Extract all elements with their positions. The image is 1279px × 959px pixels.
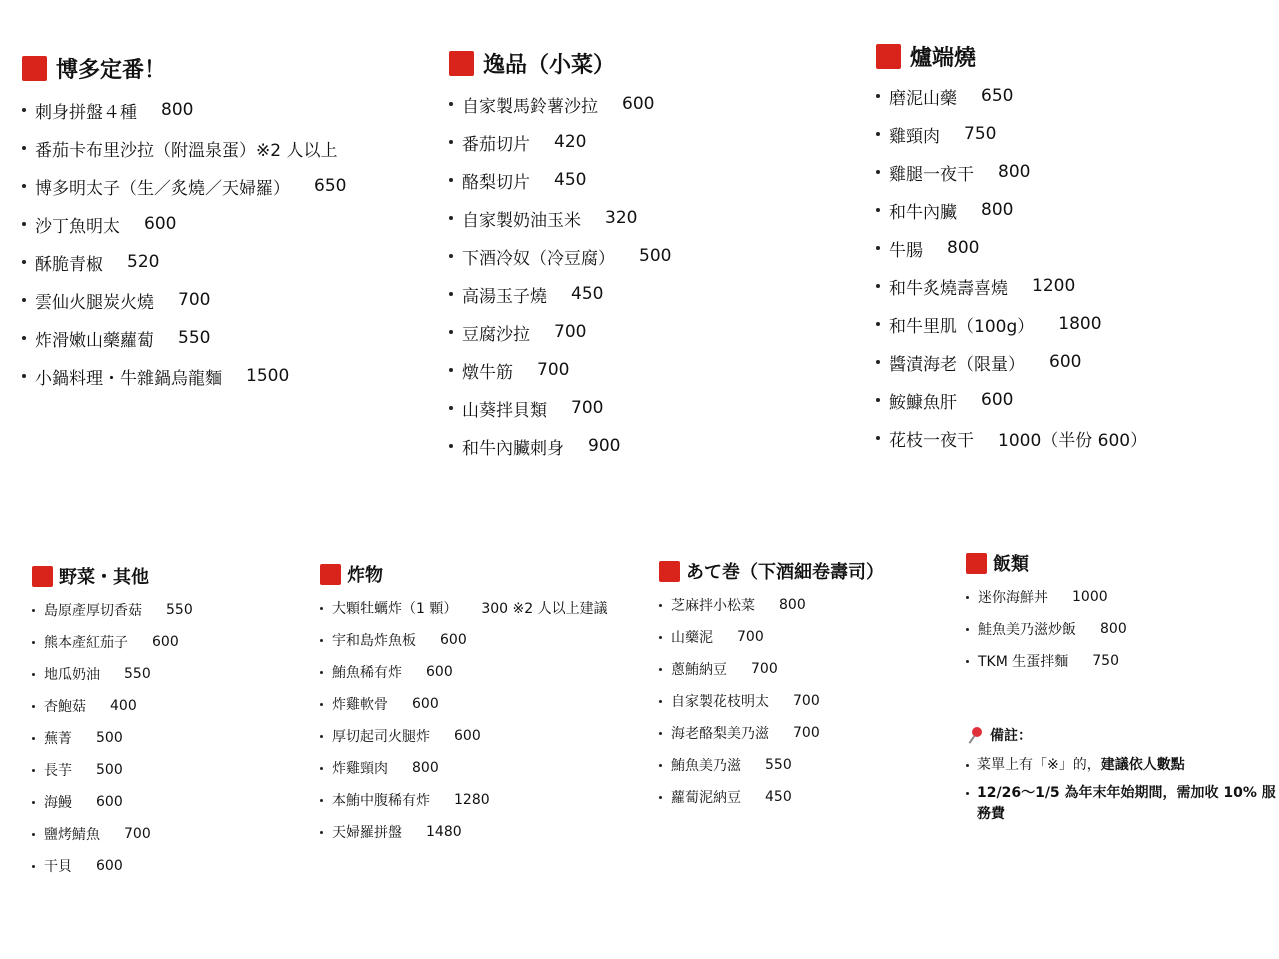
red-square-icon [22, 56, 47, 81]
menu-item-name: 花枝一夜干 [889, 430, 974, 451]
red-square-icon [659, 561, 680, 582]
menu-item [320, 592, 608, 624]
bullet-icon [449, 140, 453, 144]
menu-item-price: 450 [765, 789, 792, 805]
menu-item-price: 600 [981, 390, 1014, 410]
menu-item-name: 鮪魚美乃滋 [671, 758, 741, 774]
menu-item [659, 717, 884, 749]
menu-item [22, 91, 346, 129]
section-title: 野菜・其他 [59, 567, 149, 588]
bullet-icon [32, 865, 35, 868]
menu-list [449, 85, 671, 465]
menu-item [32, 594, 193, 626]
menu-item [876, 267, 1147, 305]
menu-item-price: 600 [622, 94, 655, 114]
note-text: 菜單上有「※」的， [977, 757, 1101, 773]
menu-list [876, 77, 1147, 457]
menu-item-price: 800 [412, 760, 439, 776]
menu-item [876, 77, 1147, 115]
menu-item [22, 205, 346, 243]
menu-item-price: 700 [571, 398, 604, 418]
red-square-icon [876, 44, 901, 69]
section-title: 飯類 [993, 554, 1029, 575]
bullet-icon [876, 132, 880, 136]
menu-item-name: 芝麻拌小松菜 [671, 598, 755, 614]
menu-list [966, 581, 1127, 677]
bullet-icon [659, 796, 662, 799]
menu-item [876, 191, 1147, 229]
menu-item [32, 818, 193, 850]
menu-item [22, 357, 346, 395]
menu-item-name: 蕪菁 [44, 731, 72, 747]
menu-item-name: 鮭魚美乃滋炒飯 [978, 622, 1076, 638]
bullet-icon [966, 660, 969, 663]
bullet-icon [876, 208, 880, 212]
menu-item-price: 900 [588, 436, 621, 456]
menu-item-name: 雞腿一夜干 [889, 164, 974, 185]
menu-item-price: 600 [152, 634, 179, 650]
menu-item [659, 749, 884, 781]
menu-item [659, 589, 884, 621]
red-square-icon [32, 566, 53, 587]
menu-item-price: 700 [793, 693, 820, 709]
section-title: 逸品（小菜） [483, 52, 616, 78]
section-heading [320, 561, 608, 587]
menu-item [449, 427, 671, 465]
red-square-icon [320, 564, 341, 585]
section-heading [449, 48, 671, 78]
menu-item-name: 雲仙火腿炭火燒 [35, 292, 154, 313]
menu-item-price: 650 [314, 176, 347, 196]
menu-item [22, 319, 346, 357]
menu-item-name: 長芋 [44, 763, 72, 779]
menu-item-name: 自家製奶油玉米 [462, 210, 581, 231]
bullet-icon [22, 146, 26, 150]
bullet-icon [966, 628, 969, 631]
menu-item-name: 刺身拼盤４種 [35, 102, 137, 123]
menu-item-name: 酪梨切片 [462, 172, 530, 193]
menu-item [876, 305, 1147, 343]
menu-item [320, 816, 608, 848]
menu-item-price: 600 [96, 794, 123, 810]
menu-item-name: 和牛內臟 [889, 202, 957, 223]
bullet-icon [449, 330, 453, 334]
menu-item-price: 600 [440, 632, 467, 648]
bullet-icon [32, 609, 35, 612]
notes-title: 備註： [990, 728, 1032, 744]
menu-item-price: 500 [96, 762, 123, 778]
menu-item-name: 海鰻 [44, 795, 72, 811]
menu-item-name: 雞頸肉 [889, 126, 940, 147]
bullet-icon [32, 801, 35, 804]
bullet-icon [966, 792, 969, 795]
bullet-icon [876, 398, 880, 402]
menu-item-name: 豆腐沙拉 [462, 324, 530, 345]
menu-item [320, 656, 608, 688]
menu-item-name: 鮪魚稀有炸 [332, 665, 402, 681]
menu-list [320, 592, 608, 848]
menu-item [32, 786, 193, 818]
menu-item [449, 161, 671, 199]
menu-item [22, 281, 346, 319]
menu-item [22, 129, 346, 167]
menu-item-price: 700 [178, 290, 211, 310]
menu-item [32, 754, 193, 786]
menu-item-name: 燉牛筋 [462, 362, 513, 383]
menu-item-name: 牛腸 [889, 240, 923, 261]
menu-item-name: 大顆牡蠣炸（1 顆） [332, 601, 458, 617]
menu-item-price: 1000（半份 600） [998, 430, 1148, 451]
menu-item-price: 800 [981, 200, 1014, 220]
menu-item-name: 博多明太子（生／炙燒／天婦羅） [35, 178, 290, 199]
menu-item-price: 550 [166, 602, 193, 618]
section-heading [22, 53, 346, 83]
bullet-icon [659, 636, 662, 639]
bullet-icon [320, 671, 323, 674]
notes-heading [966, 722, 1276, 748]
menu-item [659, 621, 884, 653]
note-emphasis: 建議依人數點 [1100, 757, 1185, 773]
menu-item [449, 351, 671, 389]
menu-item-name: 地瓜奶油 [44, 667, 100, 683]
menu-item-price: 1000 [1072, 589, 1108, 605]
bullet-icon [32, 833, 35, 836]
menu-item-name: 番茄切片 [462, 134, 530, 155]
menu-item [966, 581, 1127, 613]
bullet-icon [659, 732, 662, 735]
menu-item-price: 1280 [454, 792, 490, 808]
menu-item-name: 天婦羅拼盤 [332, 825, 402, 841]
bullet-icon [320, 607, 323, 610]
menu-item-price: 320 [605, 208, 638, 228]
menu-item [32, 626, 193, 658]
menu-item [876, 419, 1147, 457]
note-item [966, 755, 1276, 776]
menu-item [320, 624, 608, 656]
menu-item-name: 蘿蔔泥納豆 [671, 790, 741, 806]
menu-item-name: 酥脆青椒 [35, 254, 103, 275]
menu-item [449, 313, 671, 351]
section-title: 博多定番！ [56, 57, 167, 83]
bullet-icon [22, 260, 26, 264]
menu-item-name: 醬漬海老（限量） [889, 354, 1025, 375]
bullet-icon [32, 769, 35, 772]
notes-section [966, 722, 1276, 825]
section-title: あて巻（下酒細卷壽司） [686, 562, 884, 583]
menu-item-price: 300 ※2 人以上建議 [481, 601, 608, 617]
menu-item-price: 1800 [1058, 314, 1102, 334]
bullet-icon [320, 767, 323, 770]
note-item [966, 783, 1276, 825]
menu-item-name: 番茄卡布里沙拉（附溫泉蛋）※2 人以上 [35, 140, 338, 161]
bullet-icon [320, 735, 323, 738]
menu-item-name: 和牛內臟刺身 [462, 438, 564, 459]
section-title: 爐端燒 [910, 45, 977, 71]
menu-item-price: 550 [178, 328, 211, 348]
menu-item-name: 和牛炙燒壽喜燒 [889, 278, 1008, 299]
menu-item-name: TKM 生蛋拌麵 [978, 654, 1069, 670]
section-heading [32, 563, 193, 589]
menu-item-price: 700 [124, 826, 151, 842]
menu-item-price: 400 [110, 698, 137, 714]
menu-item [876, 381, 1147, 419]
menu-item-price: 420 [554, 132, 587, 152]
menu-item-name: 下酒冷奴（冷豆腐） [462, 248, 615, 269]
menu-item-name: 海老酪梨美乃滋 [671, 726, 769, 742]
menu-item [876, 343, 1147, 381]
note-text: 12/26～1/5 為年末年始期間，需加收 10% 服務費 [977, 785, 1276, 822]
section-ate-maki-rolls [659, 558, 884, 813]
menu-item-name: 杏鮑菇 [44, 699, 86, 715]
section-fried-food [320, 561, 608, 848]
menu-item-name: 自家製馬鈴薯沙拉 [462, 96, 598, 117]
menu-item [32, 850, 193, 882]
bullet-icon [449, 178, 453, 182]
bullet-icon [966, 764, 969, 767]
menu-item-price: 600 [426, 664, 453, 680]
bullet-icon [876, 436, 880, 440]
section-heading [659, 558, 884, 584]
menu-item-name: 迷你海鮮丼 [978, 590, 1048, 606]
bullet-icon [32, 673, 35, 676]
menu-item-name: 蔥鮪納豆 [671, 662, 727, 678]
menu-item-price: 520 [127, 252, 160, 272]
menu-item-price: 450 [554, 170, 587, 190]
bullet-icon [449, 368, 453, 372]
bullet-icon [320, 831, 323, 834]
menu-item [449, 199, 671, 237]
menu-item-price: 700 [537, 360, 570, 380]
menu-item-price: 600 [454, 728, 481, 744]
bullet-icon [449, 102, 453, 106]
menu-item-name: 小鍋料理・牛雜鍋烏龍麵 [35, 368, 222, 389]
menu-item-name: 島原產厚切香菇 [44, 603, 142, 619]
bullet-icon [22, 184, 26, 188]
bullet-icon [22, 336, 26, 340]
menu-item-price: 800 [1100, 621, 1127, 637]
bullet-icon [449, 254, 453, 258]
menu-item-price: 700 [751, 661, 778, 677]
section-heading [966, 550, 1127, 576]
bullet-icon [659, 764, 662, 767]
bullet-icon [876, 360, 880, 364]
menu-list [659, 589, 884, 813]
menu-item [22, 243, 346, 281]
menu-item-name: 本鮪中腹稀有炸 [332, 793, 430, 809]
red-square-icon [966, 553, 987, 574]
menu-item-price: 600 [96, 858, 123, 874]
menu-item-name: 厚切起司火腿炸 [332, 729, 430, 745]
bullet-icon [876, 94, 880, 98]
menu-item [659, 685, 884, 717]
menu-item-price: 1480 [426, 824, 462, 840]
menu-item-price: 750 [964, 124, 997, 144]
menu-item-name: 山藥泥 [671, 630, 713, 646]
section-title: 炸物 [347, 565, 383, 586]
menu-item [659, 781, 884, 813]
menu-item-price: 500 [96, 730, 123, 746]
menu-item-price: 550 [124, 666, 151, 682]
bullet-icon [320, 799, 323, 802]
menu-item [876, 115, 1147, 153]
menu-item [32, 690, 193, 722]
bullet-icon [32, 705, 35, 708]
menu-item-price: 450 [571, 284, 604, 304]
bullet-icon [659, 700, 662, 703]
bullet-icon [876, 322, 880, 326]
menu-item-name: 高湯玉子燒 [462, 286, 547, 307]
menu-item-price: 600 [144, 214, 177, 234]
section-vegetables-other [32, 563, 193, 882]
menu-list [22, 91, 346, 395]
menu-item [320, 752, 608, 784]
menu-item-name: 沙丁魚明太 [35, 216, 120, 237]
menu-item-name: 鮟鱇魚肝 [889, 392, 957, 413]
menu-item-name: 炸滑嫩山藥蘿蔔 [35, 330, 154, 351]
menu-item [320, 720, 608, 752]
menu-item-name: 鹽烤鯖魚 [44, 827, 100, 843]
menu-item-price: 800 [161, 100, 194, 120]
bullet-icon [22, 108, 26, 112]
menu-item-name: 炸雞軟骨 [332, 697, 388, 713]
bullet-icon [449, 444, 453, 448]
menu-item [449, 389, 671, 427]
bullet-icon [966, 596, 969, 599]
red-square-icon [449, 51, 474, 76]
bullet-icon [32, 737, 35, 740]
menu-item-price: 800 [947, 238, 980, 258]
menu-item-name: 炸雞頸肉 [332, 761, 388, 777]
menu-item-price: 500 [639, 246, 672, 266]
menu-item-price: 550 [765, 757, 792, 773]
menu-item [449, 275, 671, 313]
bullet-icon [659, 604, 662, 607]
menu-item [966, 613, 1127, 645]
bullet-icon [22, 374, 26, 378]
menu-item-name: 熊本產紅茄子 [44, 635, 128, 651]
section-heading [876, 41, 1147, 71]
menu-item-price: 1200 [1032, 276, 1076, 296]
menu-item [966, 645, 1127, 677]
bullet-icon [22, 222, 26, 226]
menu-item-price: 1500 [246, 366, 290, 386]
section-robatayaki [876, 41, 1147, 457]
bullet-icon [22, 298, 26, 302]
menu-item-price: 650 [981, 86, 1014, 106]
bullet-icon [876, 170, 880, 174]
bullet-icon [659, 668, 662, 671]
menu-item-name: 自家製花枝明太 [671, 694, 769, 710]
menu-item-name: 和牛里肌（100g） [889, 316, 1035, 337]
menu-item-price: 700 [793, 725, 820, 741]
menu-item [449, 85, 671, 123]
menu-item-name: 磨泥山藥 [889, 88, 957, 109]
menu-item [449, 237, 671, 275]
section-rice-dishes [966, 550, 1127, 677]
bullet-icon [876, 284, 880, 288]
bullet-icon [320, 639, 323, 642]
menu-item-price: 600 [412, 696, 439, 712]
menu-item [876, 229, 1147, 267]
menu-item [449, 123, 671, 161]
bullet-icon [32, 641, 35, 644]
menu-item-price: 750 [1092, 653, 1119, 669]
section-ippin-side-dishes [449, 48, 671, 465]
menu-item [320, 784, 608, 816]
menu-item [659, 653, 884, 685]
bullet-icon [876, 246, 880, 250]
bullet-icon [449, 216, 453, 220]
menu-item-price: 800 [779, 597, 806, 613]
menu-item-price: 700 [737, 629, 764, 645]
menu-item-name: 宇和島炸魚板 [332, 633, 416, 649]
menu-item [876, 153, 1147, 191]
menu-item [32, 722, 193, 754]
bullet-icon [320, 703, 323, 706]
section-hakata-classics [22, 53, 346, 395]
menu-item-name: 干貝 [44, 859, 72, 875]
bullet-icon [449, 292, 453, 296]
menu-item [32, 658, 193, 690]
menu-item-price: 600 [1049, 352, 1082, 372]
menu-list [32, 594, 193, 882]
menu-item [22, 167, 346, 205]
menu-item [320, 688, 608, 720]
menu-item-name: 山葵拌貝類 [462, 400, 547, 421]
pushpin-icon [966, 725, 986, 745]
bullet-icon [449, 406, 453, 410]
menu-item-price: 700 [554, 322, 587, 342]
menu-item-price: 800 [998, 162, 1031, 182]
